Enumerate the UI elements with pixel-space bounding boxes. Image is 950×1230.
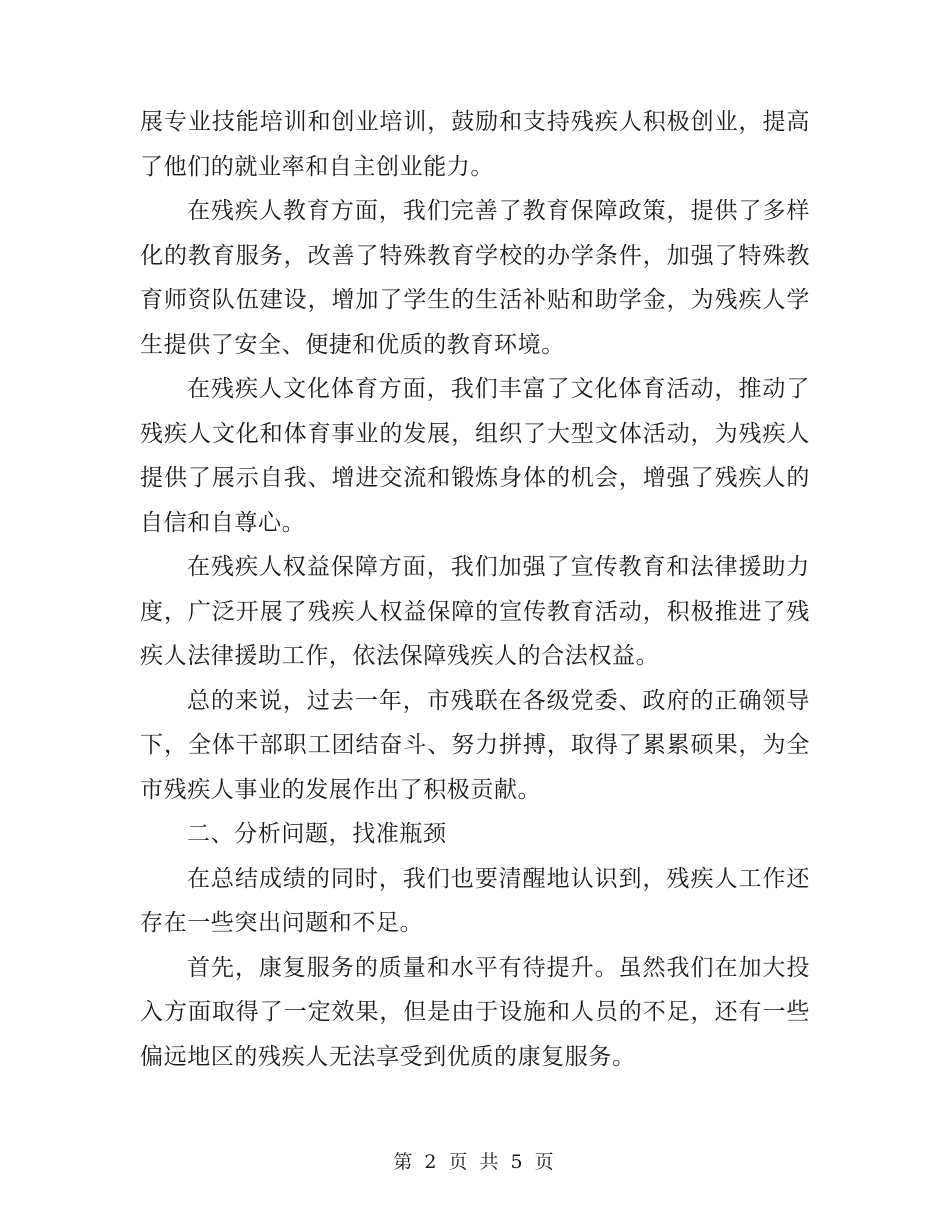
paragraph-rights-protection: 在残疾人权益保障方面，我们加强了宣传教育和法律援助力度，广泛开展了残疾人权益保障的宣传教育活动，积极推进了残疾人法律援助工作，依法保障残疾人的合法权益。	[140, 554, 810, 669]
paragraph-culture-sports: 在残疾人文化体育方面，我们丰富了文化体育活动，推动了残疾人文化和体育事业的发展，组织了大型文体活动，为残疾人提供了展示自我、增进交流和锻炼身体的机会，增强了残疾人的自信和自尊心。	[140, 376, 810, 536]
paragraph-education: 在残疾人教育方面，我们完善了教育保障政策，提供了多样化的教育服务，改善了特殊教育学校的办学条件，加强了特殊教育师资队伍建设，增加了学生的生活补贴和助学金，为残疾人学生提供了安全、便捷和优质的教育环境。	[140, 198, 810, 358]
document-body	[140, 100, 810, 1079]
paragraph-summary: 总的来说，过去一年，市残联在各级党委、政府的正确领导下，全体干部职工团结奋斗、努力拼搏，取得了累累硕果，为全市残疾人事业的发展作出了积极贡献。	[140, 687, 810, 803]
paragraph-problems-intro: 在总结成绩的同时，我们也要清醒地认识到，残疾人工作还存在一些突出问题和不足。	[140, 865, 810, 936]
paragraph-continued: 展专业技能培训和创业培训，鼓励和支持残疾人积极创业，提高了他们的就业率和自主创业能力。	[140, 109, 810, 180]
page-number-footer: 第 2 页 共 5 页	[393, 1151, 557, 1173]
section-heading: 二、分析问题，找准瓶颈	[187, 821, 447, 847]
paragraph-first-problem: 首先，康复服务的质量和水平有待提升。虽然我们在加大投入方面取得了一定效果，但是由于设施和人员的不足，还有一些偏远地区的残疾人无法享受到优质的康复服务。	[140, 954, 810, 1070]
